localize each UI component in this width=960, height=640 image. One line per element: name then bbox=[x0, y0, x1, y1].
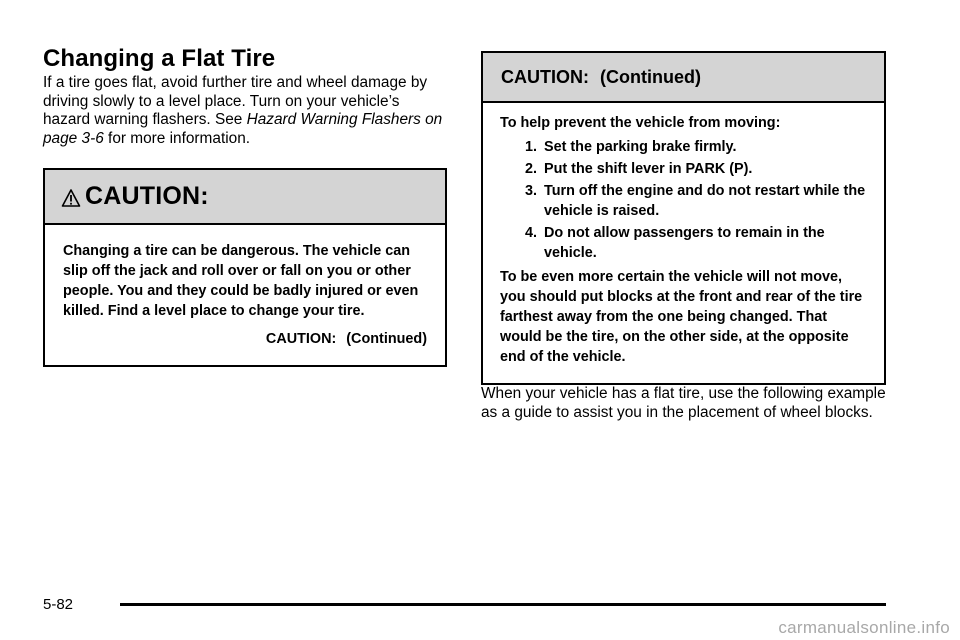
list-item bbox=[500, 159, 868, 179]
caution-body bbox=[45, 225, 445, 365]
caution-continued-body bbox=[483, 103, 884, 383]
caution-lead-text: To help prevent the vehicle from moving: bbox=[500, 115, 781, 131]
caution-title: CAUTION: bbox=[85, 182, 209, 210]
caution-continued-header bbox=[483, 53, 884, 103]
watermark: carmanualsonline.info bbox=[778, 618, 950, 637]
list-item bbox=[500, 137, 868, 157]
step-number: 2. bbox=[524, 161, 537, 177]
wheel-blocks-paragraph: When your vehicle has a flat tire, use the following example as a guide to assist you in the placement of wheel blocks. bbox=[481, 385, 886, 421]
right-column bbox=[481, 51, 886, 422]
caution-header bbox=[45, 170, 445, 225]
steps-list bbox=[500, 137, 868, 263]
step-text: Do not allow passengers to remain in the vehicle. bbox=[544, 225, 825, 261]
step-number: 3. bbox=[524, 183, 537, 199]
hazard-flashers-reference[interactable]: Hazard Warning Flashers on page 3-6 bbox=[43, 111, 443, 147]
list-item bbox=[500, 223, 868, 263]
list-item bbox=[500, 181, 868, 221]
intro-text-after: for more information. bbox=[103, 129, 251, 147]
caution-continued-title: CAUTION: (Continued) bbox=[501, 66, 701, 87]
step-text: Turn off the engine and do not restart while the vehicle is raised. bbox=[544, 183, 866, 219]
section-title: Changing a Flat Tire bbox=[43, 45, 276, 72]
caution-continued-box bbox=[481, 51, 886, 385]
step-text: Set the parking brake firmly. bbox=[544, 139, 737, 155]
footer-rule bbox=[120, 603, 886, 606]
warning-triangle-icon bbox=[61, 188, 81, 208]
intro-text-before: If a tire goes flat, avoid further tire and wheel damage by driving slowly to a level place. Turn on your vehicle’s hazard warning flashers. See bbox=[43, 74, 428, 128]
caution-warning-text: Changing a tire can be dangerous. The vehicle can slip off the jack and roll over or fall on you or other people. You and they could be badly injured or even killed. Find a level place to change your tire. bbox=[63, 243, 419, 319]
page-number: 5-82 bbox=[43, 596, 74, 613]
caution-closing-text: To be even more certain the vehicle will not move, you should put blocks at the front and rear of the tire farthest away from the one being changed. That would be the tire, on the other side, at the opposite end of the vehicle. bbox=[500, 269, 863, 365]
caution-box bbox=[43, 168, 447, 367]
left-column bbox=[43, 44, 447, 367]
caution-continued-label: CAUTION: (Continued) bbox=[265, 331, 427, 347]
step-number: 1. bbox=[524, 139, 537, 155]
step-number: 4. bbox=[524, 225, 537, 241]
step-text: Put the shift lever in PARK (P). bbox=[544, 161, 753, 177]
intro-paragraph bbox=[43, 74, 447, 148]
